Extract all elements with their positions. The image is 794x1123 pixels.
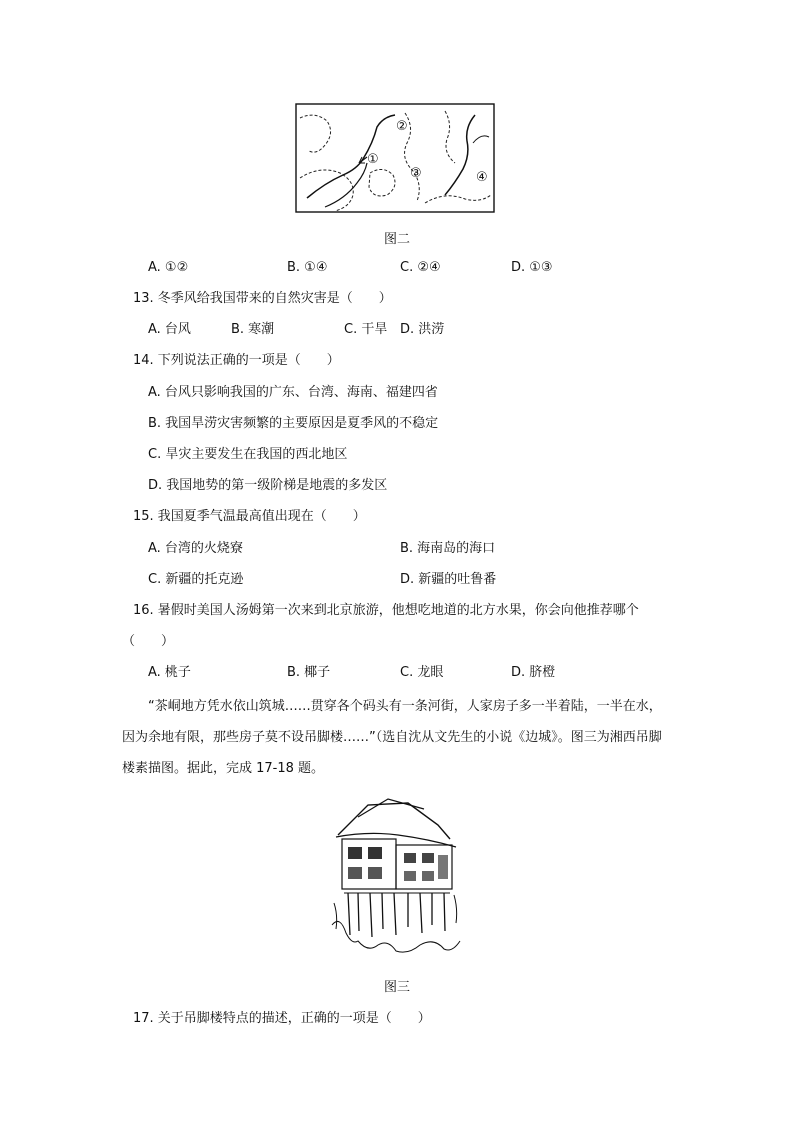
marker-3: ③ bbox=[410, 166, 422, 181]
q16-option-d: D. 脐橙 bbox=[511, 665, 556, 680]
q14-option-c: C. 旱灾主要发生在我国的西北地区 bbox=[148, 447, 348, 462]
q17-stem: 17. 关于吊脚楼特点的描述，正确的一项是（ ） bbox=[133, 1011, 431, 1026]
q13-option-b: B. 寒潮 bbox=[231, 322, 275, 337]
q15-option-a: A. 台湾的火烧寮 bbox=[148, 541, 243, 556]
q15-option-c: C. 新疆的托克逊 bbox=[148, 572, 244, 587]
q16-option-c: C. 龙眼 bbox=[400, 665, 444, 680]
marker-2: ② bbox=[396, 119, 408, 134]
figure2-map bbox=[295, 103, 495, 213]
figure2-caption: 图二 bbox=[384, 232, 411, 247]
marker-1: ① bbox=[367, 152, 379, 167]
q13-stem: 13. 冬季风给我国带来的自然灾害是（ ） bbox=[133, 291, 392, 306]
q13-option-a: A. 台风 bbox=[148, 322, 191, 337]
stilt-house-sketch bbox=[328, 795, 462, 955]
q15-stem: 15. 我国夏季气温最高值出现在（ ） bbox=[133, 509, 366, 524]
figure3-stilt-house bbox=[328, 795, 462, 955]
marker-4: ④ bbox=[476, 170, 488, 185]
reading-passage: “茶峒地方凭水依山筑城……贯穿各个码头有一条河街，人家房子多一半着陆，一半在水，因为余地有限，那些房子莫不设吊脚楼……”（选自沈从文先生的小说《边城》。图三为湘西吊脚楼素描图。据此，完成 17-18 题。 bbox=[122, 699, 662, 776]
q16-option-a: A. 桃子 bbox=[148, 665, 191, 680]
q16-stem-line1: 16. 暑假时美国人汤姆第一次来到北京旅游，他想吃地道的北方水果，你会向他推荐哪个 bbox=[133, 603, 639, 618]
figure3-caption: 图三 bbox=[384, 980, 411, 995]
q13-option-d: D. 洪涝 bbox=[400, 322, 445, 337]
q15-option-d: D. 新疆的吐鲁番 bbox=[400, 572, 497, 587]
q12-option-d: D. ①③ bbox=[511, 260, 553, 275]
q16-option-b: B. 椰子 bbox=[287, 665, 331, 680]
q12-option-b: B. ①④ bbox=[287, 260, 328, 275]
q13-option-c: C. 干旱 bbox=[344, 322, 388, 337]
q12-option-a: A. ①② bbox=[148, 260, 189, 275]
q14-option-d: D. 我国地势的第一级阶梯是地震的多发区 bbox=[148, 478, 388, 493]
q16-stem-line2: （ ） bbox=[122, 634, 175, 649]
q14-option-a: A. 台风只影响我国的广东、台湾、海南、福建四省 bbox=[148, 385, 438, 400]
q12-option-c: C. ②④ bbox=[400, 260, 441, 275]
map-sketch bbox=[295, 103, 495, 213]
q14-stem: 14. 下列说法正确的一项是（ ） bbox=[133, 353, 340, 368]
q15-option-b: B. 海南岛的海口 bbox=[400, 541, 496, 556]
q14-option-b: B. 我国旱涝灾害频繁的主要原因是夏季风的不稳定 bbox=[148, 416, 439, 431]
